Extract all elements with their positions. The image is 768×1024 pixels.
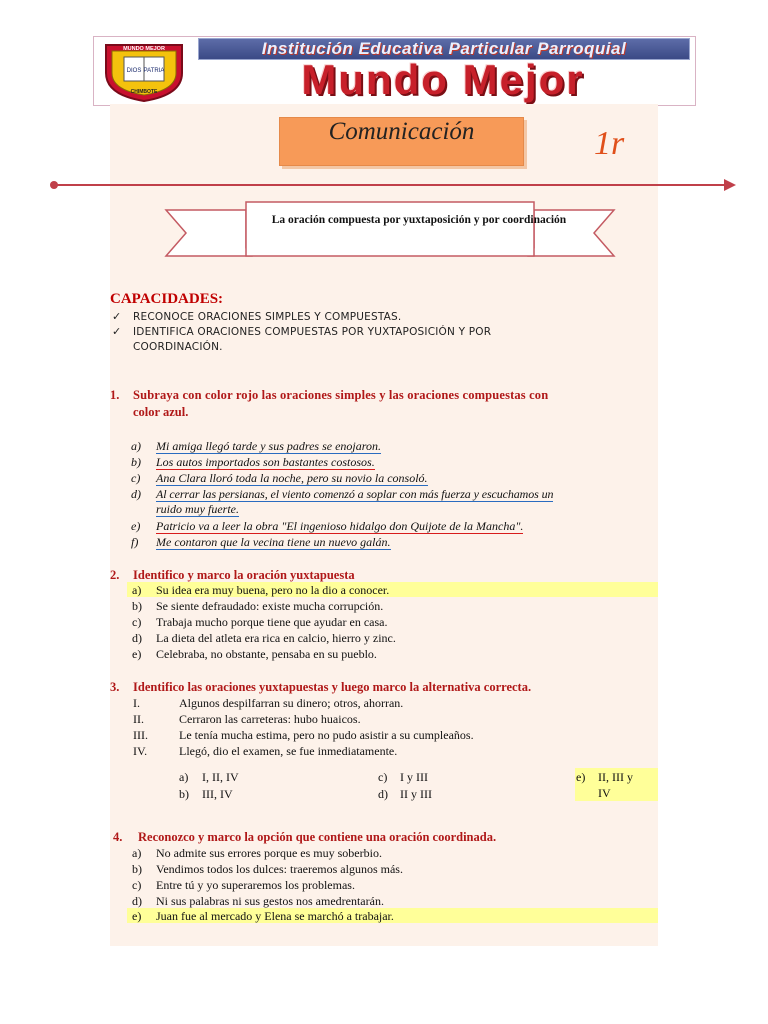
q1-item-letter: b) <box>131 455 141 469</box>
checkmark-icon: ✓ <box>112 325 122 338</box>
q4-title: Reconozco y marco la opción que contiene una oración coordinada. <box>138 830 497 844</box>
logo-text-bottom: CHIMBOTE <box>130 89 158 95</box>
q4-number: 4. <box>113 830 123 844</box>
capacidades-title: CAPACIDADES: <box>110 291 224 307</box>
grade-label: 1r <box>594 125 625 162</box>
capacidad-item: ✓ RECONOCE ORACIONES SIMPLES Y COMPUESTAS. <box>112 310 402 323</box>
q1-item: Ana Clara lloró toda la noche, pero su novio la consoló. <box>156 471 428 485</box>
q1-item: Los autos importados son bastantes costosos. <box>156 455 375 469</box>
school-crest-logo <box>100 39 188 103</box>
q1-number: 1. <box>110 388 120 402</box>
q4-option-highlight[interactable]: e) Juan fue al mercado y Elena se marchó a trabajar. <box>127 908 658 923</box>
q3-statement: Llegó, dio el examen, se fue inmediatamente. <box>179 744 398 758</box>
q1-item-continued: ruido muy fuerte. <box>156 502 239 516</box>
q3-choice[interactable]: c) I y III <box>378 770 428 784</box>
q1-title-line2: color azul. <box>133 405 189 419</box>
q3-choice-highlight[interactable]: e) II, III y IV <box>575 768 658 801</box>
q3-choice[interactable]: a) I, II, IV <box>179 770 239 784</box>
q1-item: Patricio va a leer la obra "El ingenioso hidalgo don Quijote de la Mancha". <box>156 519 524 533</box>
school-header <box>93 36 696 106</box>
capacidad-item: ✓ IDENTIFICA ORACIONES COMPUESTAS POR YUXTAPOSICIÓN Y POR <box>112 325 492 338</box>
q1-item: Al cerrar las persianas, el viento comenzó a soplar con más fuerza y escuchamos un <box>156 487 554 501</box>
q3-statement-roman: II. <box>133 712 144 726</box>
q3-statement-roman: I. <box>133 696 140 710</box>
q3-statement-roman: IV. <box>133 744 148 758</box>
q3-title: Identifico las oraciones yuxtapuestas y luego marco la alternativa correcta. <box>133 680 532 694</box>
q3-statement: Algunos despilfarran su dinero; otros, ahorran. <box>179 696 404 710</box>
q1-item: Me contaron que la vecina tiene un nuevo galán. <box>156 535 391 549</box>
capacidad-item-continued: COORDINACIÓN. <box>133 341 223 353</box>
logo-text-right: PATRIA <box>143 68 165 74</box>
q3-number: 3. <box>110 680 120 694</box>
q3-statement: Cerraron las carreteras: hubo huaicos. <box>179 712 361 726</box>
logo-text-left: DIOS <box>126 68 142 74</box>
logo-text-top: MUNDO MEJOR <box>123 46 165 52</box>
q2-number: 2. <box>110 568 120 582</box>
q3-choice[interactable]: b) III, IV <box>179 787 233 801</box>
q1-item-letter: a) <box>131 439 141 453</box>
q3-choice[interactable]: d) II y III <box>378 787 432 801</box>
topic-title: La oración compuesta por yuxtaposición y por coordinación <box>271 214 567 226</box>
q3-statement-roman: III. <box>133 728 148 742</box>
checkmark-icon: ✓ <box>112 310 122 323</box>
q1-title-line1: Subraya con color rojo las oraciones simples y las oraciones compuestas con <box>133 388 549 402</box>
divider-arrow <box>44 172 744 198</box>
subject-title: Comunicación <box>279 117 524 166</box>
q3-statement: Le tenía mucha estima, pero no pudo asistir a su cumpleaños. <box>179 728 474 742</box>
q1-item-letter: f) <box>131 535 139 549</box>
school-name: Mundo Mejor <box>301 56 585 103</box>
q1-item-letter: e) <box>131 519 141 533</box>
q1-item-letter: d) <box>131 487 141 501</box>
q1-item-letter: c) <box>131 471 141 485</box>
q2-title: Identifico y marco la oración yuxtapuesta <box>133 568 355 582</box>
topic-ribbon <box>160 198 620 268</box>
q1-item: Mi amiga llegó tarde y sus padres se enojaron. <box>156 439 381 453</box>
q2-option-highlight[interactable]: a) Su idea era muy buena, pero no la dio a conocer. <box>127 582 658 597</box>
institution-title: Institución Educativa Particular Parroquial <box>198 38 690 60</box>
